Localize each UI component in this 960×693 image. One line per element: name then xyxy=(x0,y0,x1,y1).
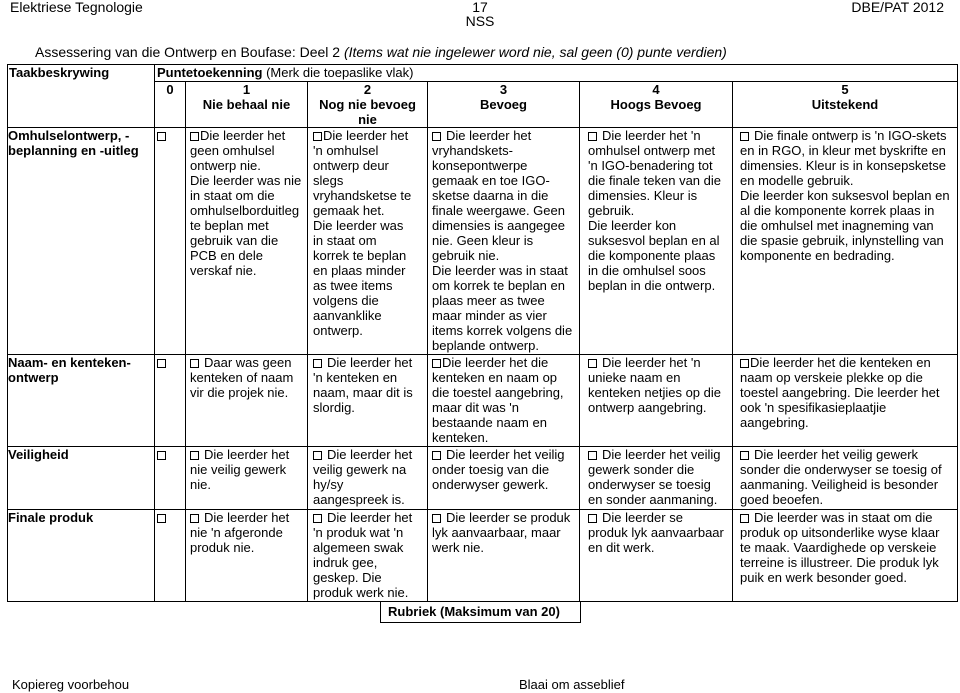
level-score: 2 xyxy=(363,82,372,97)
descriptor-text: Die leerder was in staat om die produk op uitsonderlike wyse klaar te maak. Vaardighede op verskeie terreine is illustreer. Die produk lyk puik en werk besonder goed. xyxy=(740,510,940,585)
level-3-descriptor xyxy=(428,510,580,602)
level-2-checkbox[interactable] xyxy=(313,451,322,460)
descriptor-text: Die leerder het 'n unieke naam en kenteken netjies op die ontwerp aangebring. xyxy=(588,355,721,415)
level-2-descriptor xyxy=(308,510,428,602)
task-label-enclosure-design: Omhulselontwerp, - beplanning en -uitleg xyxy=(8,128,155,355)
level-1-descriptor xyxy=(186,510,308,602)
level-3-checkbox[interactable] xyxy=(432,451,441,460)
level-label: Nog nie bevoeg nie xyxy=(319,97,416,127)
descriptor-text: Die leerder het veilig gewerk sonder die onderwyser se toesig of aanmaning. Veiligheid is besonder goed beoefen. xyxy=(740,447,942,507)
level-5-descriptor xyxy=(733,355,958,447)
level-1-descriptor xyxy=(186,128,308,355)
rubric-total-box: Rubriek (Maksimum van 20) xyxy=(380,601,581,623)
level-4-descriptor xyxy=(580,355,733,447)
level-5-checkbox[interactable] xyxy=(740,359,749,368)
mark-allocation-header xyxy=(155,65,958,82)
descriptor-text: Die leerder het 'n produk wat 'n algemeen swak indruk gee, geskep. Die produk werk nie. xyxy=(313,510,413,600)
level-1-descriptor xyxy=(186,447,308,510)
level-label: Bevoeg xyxy=(480,97,527,112)
level-5-checkbox[interactable] xyxy=(740,514,749,523)
header-page-number: 17 xyxy=(472,0,488,15)
level-4-descriptor xyxy=(580,447,733,510)
allocation-note: (Merk die toepaslike vlak) xyxy=(266,65,414,80)
level-4-checkbox[interactable] xyxy=(588,359,597,368)
page-title xyxy=(35,44,727,60)
level-label: Nie behaal nie xyxy=(202,97,291,112)
descriptor-text: Daar was geen kenteken of naam vir die projek nie. xyxy=(190,355,294,400)
header-level: NSS xyxy=(465,13,495,29)
level-3-checkbox[interactable] xyxy=(432,132,441,141)
level-2-descriptor xyxy=(308,447,428,510)
level-4-checkbox[interactable] xyxy=(588,451,597,460)
descriptor-text: Die leerder het nie veilig gewerk nie. xyxy=(190,447,290,492)
descriptor-text: Die leerder het vryhandskets- konsepontwerpe gemaak en toe IGO- sketse daarna in die finale weergawe. Geen dimensies is aangegee nie. Geen kleur is gebruik nie. Die leerder was in staat om korrek te beplan en plaas meer as twee maar minder as vier items korrek volgens die beplande ontwerp. xyxy=(432,128,573,353)
level-2-checkbox[interactable] xyxy=(313,132,322,141)
assessment-rubric-table xyxy=(7,64,958,602)
level-2-descriptor xyxy=(308,128,428,355)
level-0-cell xyxy=(155,447,186,510)
descriptor-text: Die leerder het 'n omhulsel ontwerp met 'n IGO-benadering tot die finale teken van die dimensies. Kleur is gebruik. Die leerder kon suksesvol beplan en al die komponente plaas in die omhulsel soos beplan in die ontwerp. xyxy=(588,128,721,293)
level-5-header xyxy=(733,82,958,128)
title-main: Assessering van die Ontwerp en Boufase: Deel 2 xyxy=(35,44,341,60)
descriptor-text: Die leerder het veilig gewerk na hy/sy aangespreek is. xyxy=(313,447,413,507)
level-4-checkbox[interactable] xyxy=(588,514,597,523)
descriptor-text: Die leerder het veilig gewerk sonder die onderwyser se toesig en sonder aanmaning. xyxy=(588,447,721,507)
descriptor-text: Die leerder het die kenteken en naam op die toestel aangebring, maar dit was 'n bestaande naam en kenteken. xyxy=(432,355,564,445)
level-label: Hoogs Bevoeg xyxy=(610,97,702,112)
descriptor-text: Die finale ontwerp is 'n IGO-skets en in RGO, in kleur met byskrifte en dimensies. Kleur is in konsepsketse en modelle gebruik. Die leerder kon suksesvol beplan en al die komponente korrek plaas in die omhulsel met inagneming van die spasie gebruik, inlynstelling van komponente en bedrading. xyxy=(740,128,950,263)
descriptor-text: Die leerder het geen omhulsel ontwerp nie. Die leerder was nie in staat om die omhulselborduitleg te beplan met gebruik van die PCB en dele verskaf nie. xyxy=(190,128,302,278)
level-1-descriptor xyxy=(186,355,308,447)
level-5-descriptor xyxy=(733,128,958,355)
level-score: 5 xyxy=(841,82,849,97)
level-4-descriptor xyxy=(580,510,733,602)
level-5-descriptor xyxy=(733,447,958,510)
level-0-checkbox[interactable] xyxy=(157,359,166,368)
level-1-checkbox[interactable] xyxy=(190,132,199,141)
header-subject: Elektriese Tegnologie xyxy=(10,0,143,15)
descriptor-text: Die leerder het nie 'n afgeronde produk nie. xyxy=(190,510,290,555)
descriptor-text: Die leerder het die kenteken en naam op verskeie plekke op die toestel aangebring. Die leerder het ook 'n spesifikasieplaatjie aangebring. xyxy=(740,355,940,430)
level-2-descriptor xyxy=(308,355,428,447)
level-3-checkbox[interactable] xyxy=(432,514,441,523)
level-4-header xyxy=(580,82,733,128)
allocation-title: Puntetoekenning xyxy=(157,65,263,80)
level-2-checkbox[interactable] xyxy=(313,359,322,368)
level-0-checkbox[interactable] xyxy=(157,514,166,523)
descriptor-text: Die leerder se produk lyk aanvaarbaar en dit werk. xyxy=(588,510,724,555)
level-2-checkbox[interactable] xyxy=(313,514,322,523)
level-0-cell xyxy=(155,355,186,447)
title-note: (Items wat nie ingelewer word nie, sal geen (0) punte verdien) xyxy=(343,44,727,60)
task-label-name-logo-design: Naam- en kenteken- ontwerp xyxy=(8,355,155,447)
descriptor-text: Die leerder het 'n omhulsel ontwerp deur slegs vryhandsketse te gemaak het. Die leerder was in staat om korrek te beplan en plaas minder as twee items volgens die aanvanklike ontwerp. xyxy=(313,128,412,338)
level-score: 1 xyxy=(242,82,251,97)
descriptor-text: Die leerder het 'n kenteken en naam, maar dit is slordig. xyxy=(313,355,413,415)
level-3-header xyxy=(428,82,580,128)
level-score: 3 xyxy=(499,82,508,97)
level-5-checkbox[interactable] xyxy=(740,132,749,141)
level-score: 0 xyxy=(166,82,174,97)
level-score: 4 xyxy=(652,82,660,97)
level-3-descriptor xyxy=(428,128,580,355)
level-4-checkbox[interactable] xyxy=(588,132,597,141)
level-0-cell xyxy=(155,128,186,355)
task-description-header: Taakbeskrywing xyxy=(8,65,155,128)
level-3-checkbox[interactable] xyxy=(432,359,441,368)
footer-copyright: Kopiereg voorbehou xyxy=(12,677,130,692)
level-5-checkbox[interactable] xyxy=(740,451,749,460)
level-label: Uitstekend xyxy=(811,97,879,112)
header-code: DBE/PAT 2012 xyxy=(851,0,944,15)
level-0-checkbox[interactable] xyxy=(157,132,166,141)
level-1-checkbox[interactable] xyxy=(190,451,199,460)
descriptor-text: Die leerder se produk lyk aanvaarbaar, maar werk nie. xyxy=(432,510,571,555)
footer-turn-over: Blaai om asseblief xyxy=(519,677,625,692)
task-label-safety: Veiligheid xyxy=(8,447,155,510)
level-1-checkbox[interactable] xyxy=(190,514,199,523)
level-1-checkbox[interactable] xyxy=(190,359,199,368)
level-0-checkbox[interactable] xyxy=(157,451,166,460)
level-2-header xyxy=(308,82,428,128)
level-1-header xyxy=(186,82,308,128)
level-3-descriptor xyxy=(428,355,580,447)
level-4-descriptor xyxy=(580,128,733,355)
task-label-final-product: Finale produk xyxy=(8,510,155,602)
level-0-cell xyxy=(155,510,186,602)
descriptor-text: Die leerder het veilig onder toesig van die onderwyser gewerk. xyxy=(432,447,565,492)
level-0-header xyxy=(155,82,186,128)
level-5-descriptor xyxy=(733,510,958,602)
level-3-descriptor xyxy=(428,447,580,510)
